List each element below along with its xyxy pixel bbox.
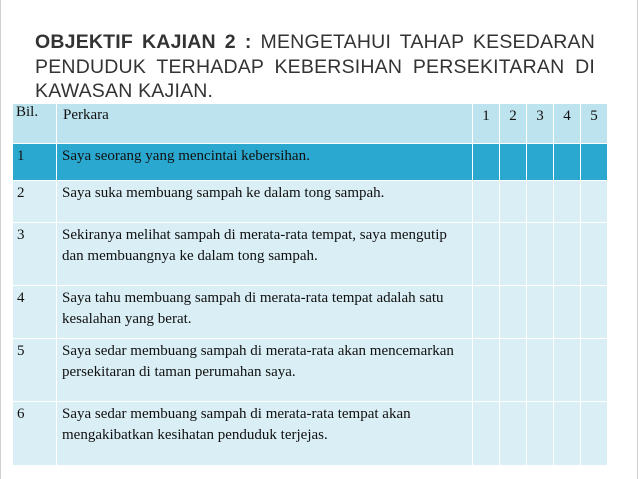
row-number: 5	[13, 339, 57, 402]
header-score-5: 5	[581, 104, 608, 144]
score-cell-4[interactable]	[554, 181, 581, 223]
header-perkara: Perkara	[57, 104, 473, 144]
row-statement: Saya sedar membuang sampah di merata-rata akan mencemarkan persekitaran di taman perumahan saya.	[57, 339, 473, 402]
score-cell-5[interactable]	[581, 286, 608, 339]
header-bil: Bil.	[13, 104, 57, 144]
score-cell-5[interactable]	[581, 402, 608, 466]
row-number: 6	[13, 402, 57, 466]
title-lead: OBJEKTIF KAJIAN 2 :	[35, 31, 252, 53]
score-cell-3[interactable]	[527, 223, 554, 286]
score-cell-2[interactable]	[500, 144, 527, 181]
table-row	[13, 181, 608, 223]
score-cell-3[interactable]	[527, 402, 554, 466]
row-number: 2	[13, 181, 57, 223]
score-cell-3[interactable]	[527, 286, 554, 339]
score-cell-1[interactable]	[473, 286, 500, 339]
title-rest: MENGETAHUI TAHAP KESEDARAN PENDUDUK TERHADAP KEBERSIHAN PERSEKITARAN DI KAWASAN KAJIAN.	[35, 31, 595, 102]
score-cell-4[interactable]	[554, 339, 581, 402]
table-row	[13, 286, 608, 339]
table-row	[13, 339, 608, 402]
row-number: 3	[13, 223, 57, 286]
row-statement: Saya tahu membuang sampah di merata-rata tempat adalah satu kesalahan yang berat.	[57, 286, 473, 339]
score-cell-3[interactable]	[527, 181, 554, 223]
row-number: 1	[13, 144, 57, 181]
slide-title	[35, 30, 595, 104]
header-score-4: 4	[554, 104, 581, 144]
score-cell-5[interactable]	[581, 181, 608, 223]
table-row	[13, 402, 608, 466]
score-cell-3[interactable]	[527, 144, 554, 181]
score-cell-2[interactable]	[500, 181, 527, 223]
score-cell-1[interactable]	[473, 144, 500, 181]
table-row	[13, 144, 608, 181]
row-statement: Saya sedar membuang sampah di merata-rata tempat akan mengakibatkan kesihatan penduduk terjejas.	[57, 402, 473, 466]
score-cell-5[interactable]	[581, 339, 608, 402]
row-statement: Saya suka membuang sampah ke dalam tong sampah.	[57, 181, 473, 223]
row-number: 4	[13, 286, 57, 339]
score-cell-4[interactable]	[554, 223, 581, 286]
score-cell-1[interactable]	[473, 339, 500, 402]
table-row	[13, 223, 608, 286]
score-cell-3[interactable]	[527, 339, 554, 402]
header-row	[13, 104, 608, 144]
score-cell-5[interactable]	[581, 223, 608, 286]
score-cell-1[interactable]	[473, 181, 500, 223]
score-cell-2[interactable]	[500, 223, 527, 286]
header-score-1: 1	[473, 104, 500, 144]
score-cell-2[interactable]	[500, 402, 527, 466]
score-cell-1[interactable]	[473, 402, 500, 466]
score-cell-4[interactable]	[554, 286, 581, 339]
score-cell-2[interactable]	[500, 286, 527, 339]
row-statement: Sekiranya melihat sampah di merata-rata tempat, saya mengutip dan membuangnya ke dalam tong sampah.	[57, 223, 473, 286]
score-cell-5[interactable]	[581, 144, 608, 181]
header-score-3: 3	[527, 104, 554, 144]
row-statement: Saya seorang yang mencintai kebersihan.	[57, 144, 473, 181]
header-score-2: 2	[500, 104, 527, 144]
score-cell-2[interactable]	[500, 339, 527, 402]
score-cell-4[interactable]	[554, 144, 581, 181]
score-cell-1[interactable]	[473, 223, 500, 286]
survey-table	[12, 103, 608, 466]
score-cell-4[interactable]	[554, 402, 581, 466]
